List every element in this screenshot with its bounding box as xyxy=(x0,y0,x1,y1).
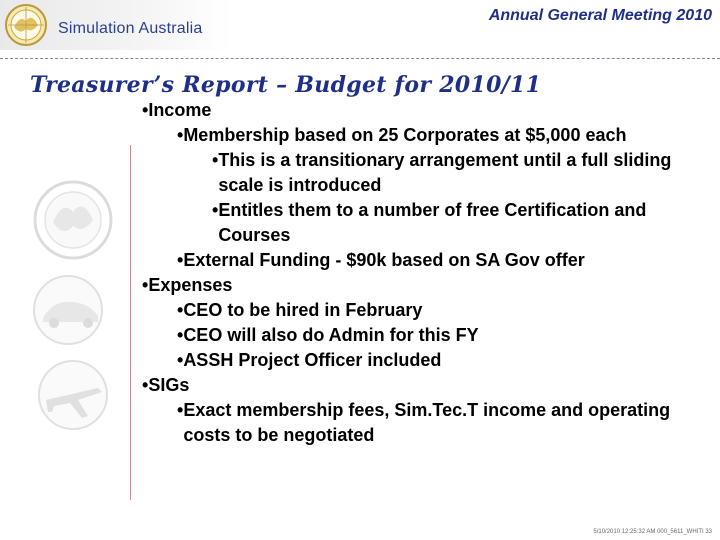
bullet-icon: • xyxy=(142,100,149,120)
bullet-text: Expenses xyxy=(148,275,233,295)
bullet-item-level-2 xyxy=(140,323,710,348)
bullet-item-level-2 xyxy=(140,298,710,323)
bullet-item-level-1 xyxy=(140,98,710,123)
bullet-icon: • xyxy=(142,375,149,395)
bullet-item-level-2 xyxy=(140,248,710,273)
title-divider xyxy=(0,58,720,60)
bullet-text: Entitles them to a number of free Certification and Courses xyxy=(218,200,647,245)
bullet-text: External Funding - $90k based on SA Gov offer xyxy=(183,250,585,270)
brand-name: Simulation Australia xyxy=(58,20,203,37)
bullet-icon: • xyxy=(177,325,184,345)
watermark-emblem-icon xyxy=(35,182,111,258)
bullet-item-level-2 xyxy=(140,348,710,373)
bullet-item-level-1 xyxy=(140,373,710,398)
bullet-icon: • xyxy=(142,275,149,295)
bullet-icon: • xyxy=(177,250,184,270)
bullet-text: CEO will also do Admin for this FY xyxy=(183,325,479,345)
watermark-car-icon xyxy=(34,276,102,344)
bullet-item-level-2 xyxy=(140,398,710,448)
bullet-text: This is a transitionary arrangement until a full sliding scale is introduced xyxy=(218,150,672,195)
bullet-text: CEO to be hired in February xyxy=(183,300,423,320)
bullet-item-level-3 xyxy=(140,148,710,198)
bullet-item-level-3 xyxy=(140,198,710,248)
bullet-icon: • xyxy=(212,200,219,220)
bullet-item-level-1 xyxy=(140,273,710,298)
bullet-text: SIGs xyxy=(148,375,190,395)
bullet-text: Exact membership fees, Sim.Tec.T income and operating costs to be negotiated xyxy=(183,400,671,445)
bullet-text: Income xyxy=(148,100,212,120)
footer-note: 5/10/2010 12:25:32 AM 000_5611_WHITI 33 xyxy=(593,529,712,535)
content-body xyxy=(140,98,710,448)
bullet-icon: • xyxy=(177,125,184,145)
event-title: Annual General Meeting 2010 xyxy=(488,7,712,24)
bullet-icon: • xyxy=(177,350,184,370)
watermark-aircraft-icon xyxy=(39,361,107,429)
bullet-text: ASSH Project Officer included xyxy=(183,350,442,370)
simulation-australia-logo xyxy=(4,3,48,47)
bullet-icon: • xyxy=(177,400,184,420)
watermark-art xyxy=(18,160,128,500)
bullet-icon: • xyxy=(212,150,219,170)
vertical-accent-line xyxy=(130,145,131,500)
bullet-text: Membership based on 25 Corporates at $5,000 each xyxy=(183,125,627,145)
slide-title: Treasurer’s Report – Budget for 2010/11 xyxy=(30,72,542,98)
bullet-icon: • xyxy=(177,300,184,320)
bullet-item-level-2 xyxy=(140,123,710,148)
